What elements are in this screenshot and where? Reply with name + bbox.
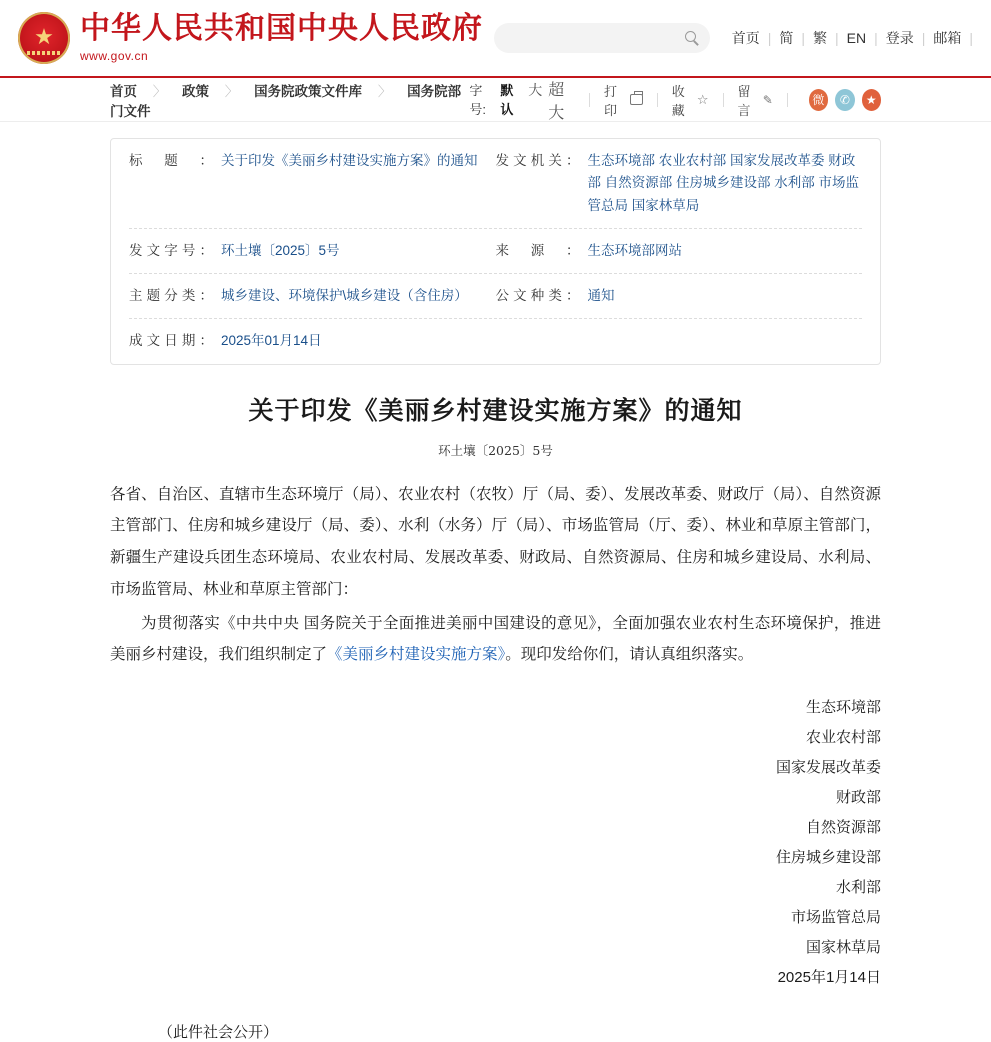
- breadcrumb-item-policy[interactable]: 政策: [182, 83, 210, 99]
- meta-row: [129, 274, 862, 319]
- site-domain: www.gov.cn: [80, 48, 149, 63]
- article-body: [110, 479, 881, 672]
- signature-line: 市场监管总局: [790, 909, 881, 927]
- header-link-simplified[interactable]: 简: [779, 30, 794, 46]
- print-button[interactable]: [604, 81, 643, 119]
- article-paragraph-recipients: 各省、自治区、直辖市生态环境厅（局）、农业农村（农牧）厅（局、委）、发展改革委、财政厅（局）、自然资源主管部门、住房和城乡建设厅（局、委）、水利（水务）厅（局）、市场监管局（厅、委）、林业和草原主管部门，新疆生产建设兵团生态环境局、农业农村局、发展改革委、财政局、自然资源局、住房和城乡建设局、水利局、市场监管局、林业和草原主管部门：: [110, 485, 881, 598]
- search-box[interactable]: [494, 23, 710, 53]
- chevron-right-icon: 〉: [152, 83, 167, 99]
- divider: |: [801, 30, 805, 46]
- print-icon: [630, 94, 642, 105]
- meta-value: 2025年01月14日: [221, 333, 322, 349]
- divider: |: [834, 30, 839, 46]
- divider: |: [767, 30, 772, 46]
- meta-row: [129, 139, 862, 229]
- signature-line: 农业农村部: [805, 729, 881, 747]
- meta-label: 来源 ：: [496, 240, 588, 262]
- signature-line: 国家发展改革委: [775, 759, 881, 777]
- font-size-group: [469, 77, 575, 123]
- site-header: [0, 0, 991, 78]
- signature-line: 自然资源部: [805, 819, 881, 837]
- print-label: 打印: [603, 83, 617, 118]
- breadcrumb-item-home[interactable]: 首页: [110, 83, 137, 99]
- header-link-home[interactable]: 首页: [731, 30, 760, 46]
- public-disclosure-note: （此件社会公开）: [158, 1024, 279, 1042]
- star-icon: ☆: [696, 91, 709, 107]
- header-link-traditional[interactable]: 繁: [812, 30, 827, 46]
- weibo-icon[interactable]: 微: [809, 89, 828, 111]
- divider: |: [874, 30, 878, 46]
- meta-value: 生态环境部 农业农村部 国家发展改革委 财政部 自然资源部 住房城乡建设部 水利部 市场监管总局 国家林草局: [587, 153, 860, 213]
- favorite-icon[interactable]: ★: [862, 89, 881, 111]
- divider: |: [921, 30, 926, 46]
- meta-cell-title: [129, 150, 496, 217]
- signature-date: 2025年1月14日: [777, 969, 881, 987]
- header-right: [494, 23, 973, 53]
- font-size-default[interactable]: 默认: [500, 82, 514, 117]
- meta-row: [129, 229, 862, 274]
- header-link-login[interactable]: 登录: [885, 30, 914, 46]
- favorite-button[interactable]: [672, 81, 709, 119]
- paragraph-text-pre: 为贯彻落实《中共中央 国务院关于全面推进美丽中国建设的意见》，全面加强农业农村生态环境保护，推进美丽乡村建设，我们组织制定了: [110, 614, 881, 664]
- site-title: 中华人民共和国中央人民政府: [80, 11, 483, 47]
- font-size-large[interactable]: 大: [528, 81, 543, 98]
- header-link-english[interactable]: EN: [846, 30, 867, 46]
- meta-label: 标题 ：: [129, 150, 221, 217]
- font-size-extra-large[interactable]: 超大: [548, 81, 565, 122]
- article-toolbar: [469, 77, 881, 123]
- meta-row: [129, 319, 862, 363]
- meta-cell-issue-date: [129, 330, 862, 352]
- meta-label: 主题分类 ：: [129, 285, 221, 307]
- meta-cell-document-type: [496, 285, 863, 307]
- meta-label: 发文机关 ：: [496, 150, 588, 217]
- meta-cell-issuing-agency: [496, 150, 863, 217]
- wechat-icon[interactable]: ✆: [835, 89, 854, 111]
- pencil-icon: ✎: [762, 92, 773, 107]
- divider: [723, 93, 724, 107]
- meta-cell-subject-category: [129, 285, 496, 307]
- search-icon[interactable]: [684, 30, 700, 46]
- article-paragraph-main: [110, 608, 881, 672]
- search-input[interactable]: [508, 30, 684, 46]
- breadcrumb-item-policy-library[interactable]: 国务院政策文件库: [254, 83, 363, 99]
- meta-label: 公文种类 ：: [496, 285, 588, 307]
- chevron-right-icon: 〉: [377, 83, 392, 99]
- signature-line: 国家林草局: [805, 939, 881, 957]
- meta-cell-source: [496, 240, 863, 262]
- comment-label: 留言: [737, 83, 751, 118]
- divider: [787, 93, 788, 107]
- document-number: 环土壤〔2025〕5号: [438, 442, 553, 458]
- national-emblem-icon: [18, 12, 70, 64]
- divider: [657, 93, 658, 107]
- favorite-label: 收藏: [671, 83, 685, 118]
- header-links: [724, 28, 973, 48]
- font-size-label: 字号:: [469, 82, 487, 117]
- meta-label: 成文日期 ：: [129, 330, 221, 352]
- meta-value: 生态环境部网站: [587, 242, 682, 258]
- paragraph-text-post: 。现印发给你们，请认真组织落实。: [505, 646, 754, 664]
- header-link-mail[interactable]: 邮箱: [933, 30, 962, 46]
- chevron-right-icon: 〉: [224, 83, 239, 99]
- meta-value: 环土壤〔2025〕5号: [221, 242, 340, 258]
- meta-label: 发文字号 ：: [129, 240, 221, 262]
- attachment-link[interactable]: 《美丽乡村建设实施方案》: [327, 646, 506, 664]
- divider: |: [969, 30, 973, 46]
- page-title: 关于印发《美丽乡村建设实施方案》的通知: [248, 395, 743, 425]
- divider: [589, 93, 590, 107]
- site-brand[interactable]: [80, 13, 483, 63]
- meta-value: 城乡建设、环境保护\城乡建设（含住房）: [221, 288, 468, 304]
- signature-line: 住房城乡建设部: [775, 849, 881, 867]
- signature-block: [110, 693, 881, 993]
- signature-line: 水利部: [835, 879, 881, 897]
- breadcrumb-toolbar-row: [0, 78, 991, 122]
- signature-line: 财政部: [835, 789, 881, 807]
- meta-value: 关于印发《美丽乡村建设实施方案》的通知: [221, 153, 478, 168]
- breadcrumb: [110, 80, 469, 120]
- meta-cell-document-number: [129, 240, 496, 262]
- breadcrumb-item-department-docs[interactable]: 国务院部门文件: [110, 83, 462, 119]
- signature-line: 生态环境部: [805, 699, 881, 717]
- article: [0, 391, 991, 1042]
- meta-value: 通知: [587, 288, 615, 304]
- comment-button[interactable]: [737, 81, 772, 119]
- document-meta-table: [110, 138, 881, 365]
